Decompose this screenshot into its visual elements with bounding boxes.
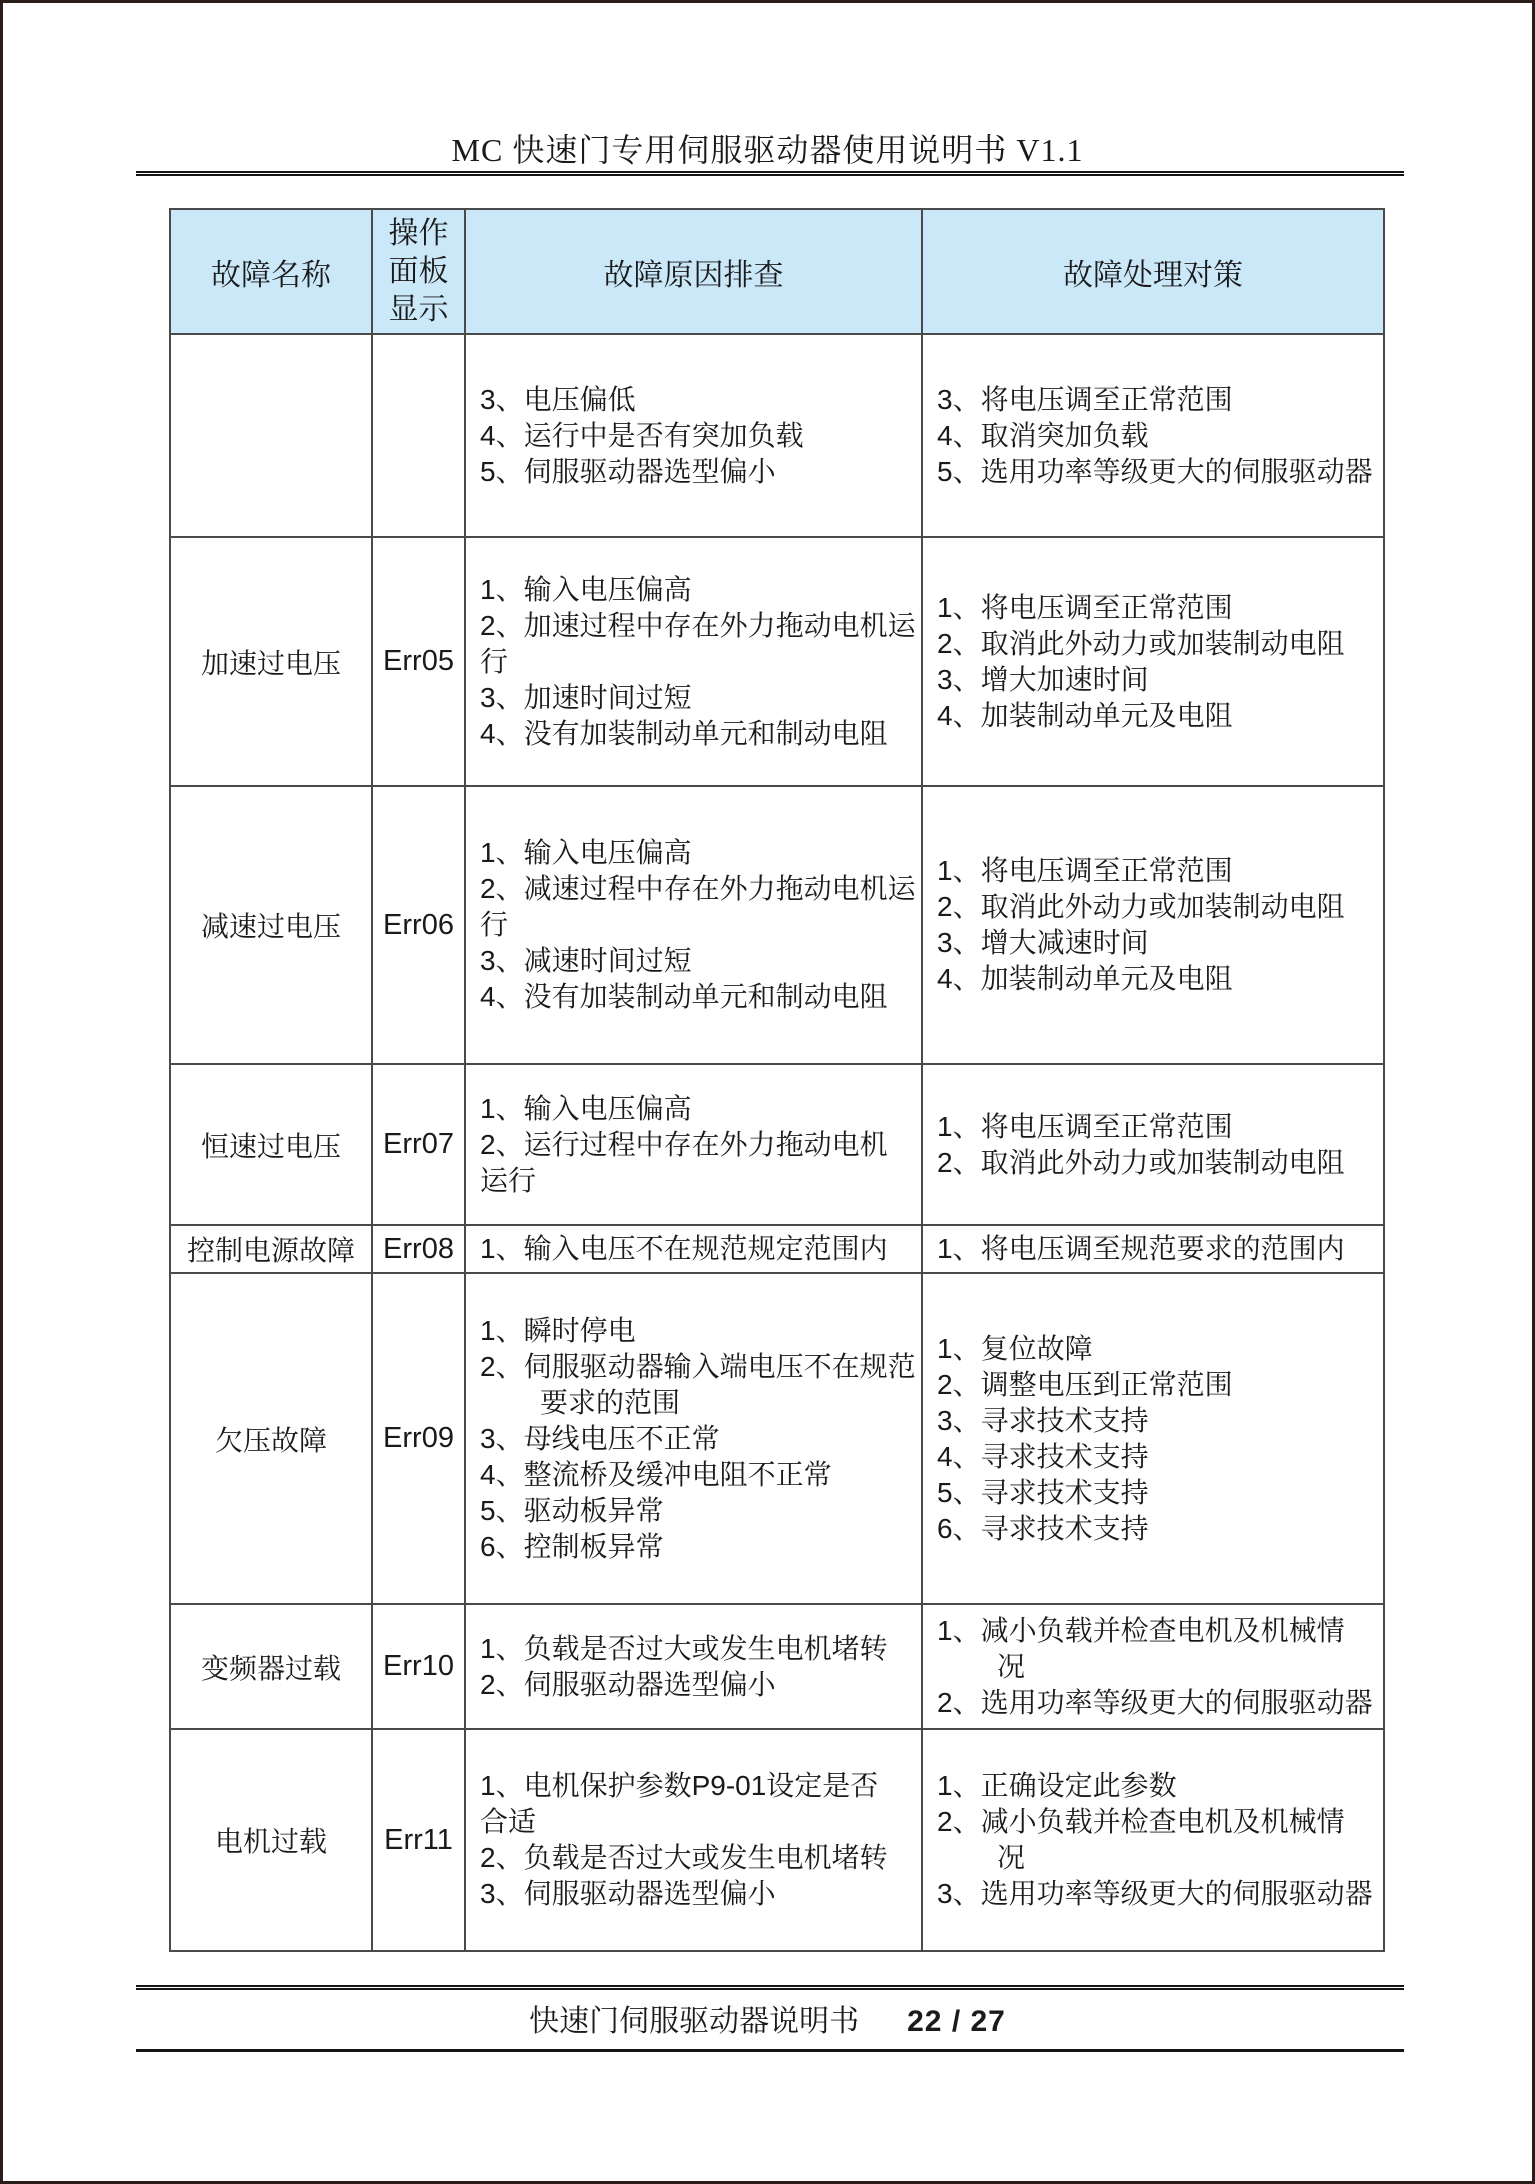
list-item: 3、选用功率等级更大的伺服驱动器 bbox=[937, 1878, 1373, 1909]
header-cell-cause bbox=[465, 209, 922, 334]
list-item: 1、瞬时停电 bbox=[480, 1314, 636, 1346]
header-cell-panel-display bbox=[372, 209, 465, 334]
list-item: 6、寻求技术支持 bbox=[937, 1512, 1149, 1544]
list-item: 1、负载是否过大或发生电机堵转 bbox=[480, 1632, 888, 1664]
list-item: 4、加装制动单元及电阻 bbox=[937, 963, 1233, 994]
list-item: 3、增大减速时间 bbox=[937, 927, 1149, 958]
header-label: 故障名称 bbox=[211, 258, 331, 292]
panel-code-cell: Err05 bbox=[372, 537, 465, 786]
cause-list-cell bbox=[465, 1064, 922, 1225]
list-item: 4、加装制动单元及电阻 bbox=[937, 699, 1233, 731]
list-item: 3、减速时间过短 bbox=[480, 945, 692, 976]
action-list-cell bbox=[922, 537, 1384, 786]
list-item: 3、加速时间过短 bbox=[480, 681, 692, 713]
list-item: 2、取消此外动力或加装制动电阻 bbox=[937, 627, 1345, 659]
title-rule bbox=[136, 171, 1404, 176]
fault-name-cell: 减速过电压 bbox=[170, 786, 372, 1064]
cause-list-cell bbox=[465, 1729, 922, 1951]
list-item: 3、将电压调至正常范围 bbox=[937, 383, 1233, 415]
action-list-cell bbox=[922, 786, 1384, 1064]
list-item: 3、电压偏低 bbox=[480, 383, 636, 415]
panel-code-cell bbox=[372, 334, 465, 537]
list-item: 2、加速过程中存在外力拖动电机运 行 bbox=[480, 609, 916, 677]
fault-name-cell: 控制电源故障 bbox=[170, 1225, 372, 1273]
action-list-cell bbox=[922, 1064, 1384, 1225]
list-item: 5、驱动板异常 bbox=[480, 1494, 664, 1526]
action-list-cell bbox=[922, 1225, 1384, 1273]
list-item: 2、取消此外动力或加装制动电阻 bbox=[937, 891, 1345, 922]
panel-code-cell: Err11 bbox=[372, 1729, 465, 1951]
footer-page-number: 22 / 27 bbox=[907, 2005, 1006, 2038]
cause-list-cell bbox=[465, 1225, 922, 1273]
panel-code-cell: Err07 bbox=[372, 1064, 465, 1225]
list-item: 1、电机保护参数P9-01设定是否 合适 bbox=[480, 1770, 879, 1837]
list-item: 5、伺服驱动器选型偏小 bbox=[480, 455, 776, 487]
table-row bbox=[170, 1225, 1384, 1273]
list-item: 4、整流桥及缓冲电阻不正常 bbox=[480, 1458, 832, 1490]
fault-name-cell bbox=[170, 334, 372, 537]
action-list-cell bbox=[922, 334, 1384, 537]
header-label: 故障处理对策 bbox=[1063, 258, 1243, 292]
header-label: 故障原因排查 bbox=[603, 258, 784, 292]
table-row bbox=[170, 334, 1384, 537]
list-item: 1、将电压调至正常范围 bbox=[937, 855, 1233, 886]
table-row bbox=[170, 1273, 1384, 1604]
fault-table bbox=[169, 208, 1385, 1952]
footer-rule-bottom bbox=[136, 2049, 1404, 2052]
list-item: 2、减小负载并检查电机及机械情 况 bbox=[937, 1806, 1345, 1873]
list-item: 2、伺服驱动器输入端电压不在规范 要求的范围 bbox=[480, 1350, 916, 1418]
list-item: 1、输入电压不在规范规定范围内 bbox=[480, 1233, 888, 1264]
header-cell-fault-name bbox=[170, 209, 372, 334]
cause-list-cell bbox=[465, 334, 922, 537]
list-item: 4、寻求技术支持 bbox=[937, 1440, 1149, 1472]
fault-name-cell: 欠压故障 bbox=[170, 1273, 372, 1604]
list-item: 1、将电压调至规范要求的范围内 bbox=[937, 1233, 1345, 1264]
list-item: 1、将电压调至正常范围 bbox=[937, 591, 1233, 623]
panel-code-cell: Err08 bbox=[372, 1225, 465, 1273]
list-item: 2、取消此外动力或加装制动电阻 bbox=[937, 1146, 1345, 1178]
list-item: 5、选用功率等级更大的伺服驱动器 bbox=[937, 455, 1373, 487]
list-item: 2、调整电压到正常范围 bbox=[937, 1368, 1233, 1400]
fault-name-cell: 电机过载 bbox=[170, 1729, 372, 1951]
list-item: 5、寻求技术支持 bbox=[937, 1476, 1149, 1508]
list-item: 4、没有加装制动单元和制动电阻 bbox=[480, 981, 888, 1012]
list-item: 3、母线电压不正常 bbox=[480, 1422, 720, 1454]
list-item: 3、寻求技术支持 bbox=[937, 1404, 1149, 1436]
table-header-row bbox=[170, 209, 1384, 334]
footer-doc-name: 快速门伺服驱动器说明书 bbox=[529, 2005, 860, 2038]
action-list-cell bbox=[922, 1273, 1384, 1604]
action-list-cell bbox=[922, 1604, 1384, 1729]
fault-name-cell: 恒速过电压 bbox=[170, 1064, 372, 1225]
list-item: 1、正确设定此参数 bbox=[937, 1770, 1177, 1801]
table-row bbox=[170, 1729, 1384, 1951]
panel-code-cell: Err06 bbox=[372, 786, 465, 1064]
table-row bbox=[170, 1064, 1384, 1225]
table-row bbox=[170, 537, 1384, 786]
list-item: 6、控制板异常 bbox=[480, 1530, 664, 1562]
cause-list-cell bbox=[465, 1604, 922, 1729]
list-item: 2、运行过程中存在外力拖动电机 运行 bbox=[480, 1128, 888, 1196]
page-footer bbox=[3, 2000, 1532, 2044]
list-item: 4、运行中是否有突加负载 bbox=[480, 419, 804, 451]
list-item: 2、选用功率等级更大的伺服驱动器 bbox=[937, 1686, 1373, 1718]
page-title: MC 快速门专用伺服驱动器使用说明书 V1.1 bbox=[451, 132, 1084, 168]
action-list-cell bbox=[922, 1729, 1384, 1951]
list-item: 2、减速过程中存在外力拖动电机运 行 bbox=[480, 873, 916, 940]
table-row bbox=[170, 1604, 1384, 1729]
fault-name-cell: 变频器过载 bbox=[170, 1604, 372, 1729]
list-item: 3、伺服驱动器选型偏小 bbox=[480, 1878, 776, 1909]
cause-list-cell bbox=[465, 786, 922, 1064]
list-item: 1、复位故障 bbox=[937, 1332, 1093, 1364]
list-item: 1、输入电压偏高 bbox=[480, 1092, 692, 1124]
list-item: 1、减小负载并检查电机及机械情 况 bbox=[937, 1614, 1345, 1682]
panel-code-cell: Err10 bbox=[372, 1604, 465, 1729]
list-item: 3、增大加速时间 bbox=[937, 663, 1149, 695]
list-item: 4、取消突加负载 bbox=[937, 419, 1149, 451]
panel-code-cell: Err09 bbox=[372, 1273, 465, 1604]
fault-name-cell: 加速过电压 bbox=[170, 537, 372, 786]
list-item: 1、输入电压偏高 bbox=[480, 573, 692, 605]
header-cell-action bbox=[922, 209, 1384, 334]
list-item: 2、负载是否过大或发生电机堵转 bbox=[480, 1842, 888, 1873]
list-item: 1、将电压调至正常范围 bbox=[937, 1110, 1233, 1142]
table-row bbox=[170, 786, 1384, 1064]
header-label-stack: 操作 面板 显示 bbox=[388, 216, 449, 326]
cause-list-cell bbox=[465, 1273, 922, 1604]
cause-list-cell bbox=[465, 537, 922, 786]
list-item: 2、伺服驱动器选型偏小 bbox=[480, 1668, 776, 1700]
list-item: 4、没有加装制动单元和制动电阻 bbox=[480, 717, 888, 749]
list-item: 1、输入电压偏高 bbox=[480, 837, 692, 868]
footer-rule-top bbox=[136, 1985, 1404, 1990]
